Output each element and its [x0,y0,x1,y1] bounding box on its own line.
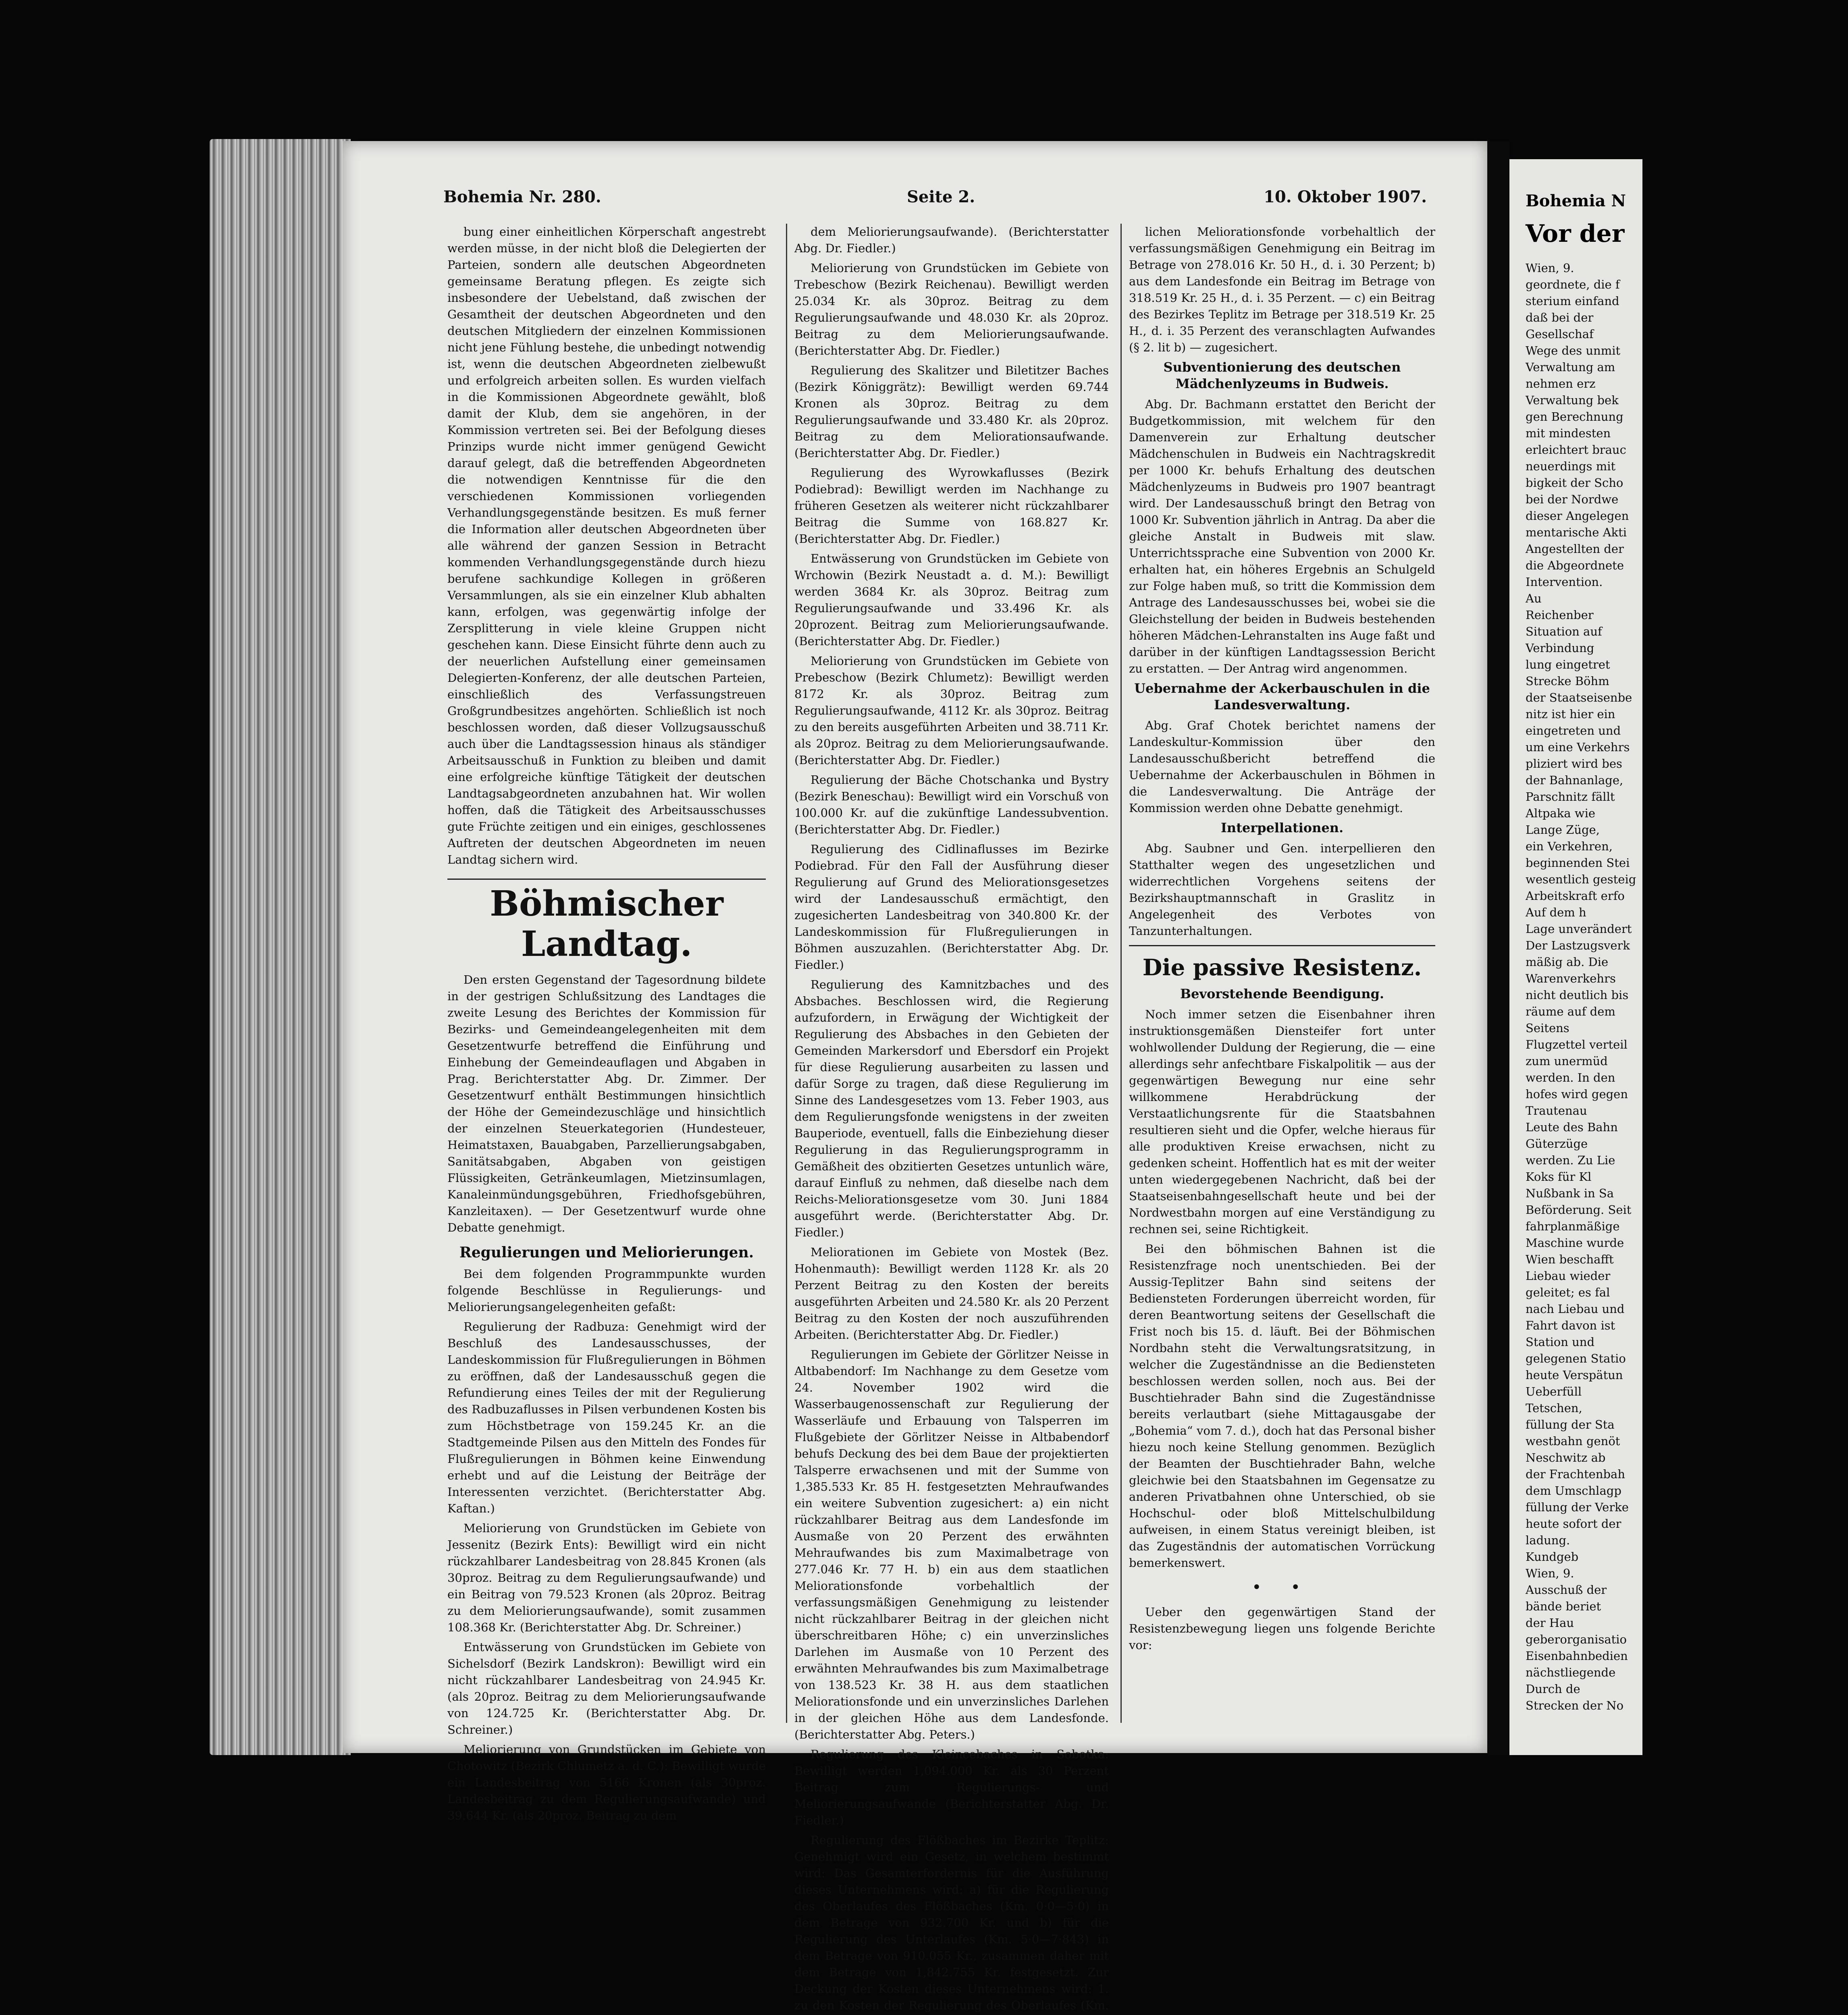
next-page-line: Wege des unmit [1526,344,1621,357]
next-page-line: füllung der Verke [1526,1500,1629,1514]
next-page-line: bigkeit der Scho [1526,476,1623,490]
next-page-line: Fahrt davon ist [1526,1319,1615,1332]
next-page-line: Auf dem h [1526,906,1586,919]
interpellationen-paragraph: Abg. Saubner und Gen. interpellieren den Statthalter wegen des ungesetzlichen und widerrechtlichen Vorgehens seitens der Bezirkshauptmannschaft in Graslitz in Angelegenheit des Verbotes von Tanzunterhaltungen. [1129,841,1435,938]
next-page-line: fahrplanmäßige [1526,1219,1620,1233]
header-date: 10. Oktober 1907. [1264,187,1427,206]
next-page-line: Station und [1526,1335,1595,1349]
next-page-line: die Abgeordnete [1526,559,1624,572]
regulierungen-heading: Regulierungen und Meliorierungen. [459,1244,754,1261]
next-page-line: Altpaka wie [1526,806,1596,820]
regulierung-item: Entwässerung von Grundstücken im Gebiete von Wrchowin (Bezirk Neustadt a. d. M.): Bewilligt werden 3684 Kr. als 30proz. Beitrag zum Regulierungsaufwande und 33.496 Kr. als 20prozent. Beitrag zum Meliorierungsaufwande. (Berichterstatter Abg. Dr. Fiedler.) [794,552,1109,648]
next-page-line: mäßig ab. Die [1526,955,1609,969]
next-page-line: neuerdings mit [1526,459,1616,473]
regulierung-item: Regulierung der Bäche Chotschanka und Bystry (Bezirk Beneschau): Bewilligt wird ein Vorschuß von 100.000 Kr. auf die zukünftige Landessubvention. (Berichterstatter Abg. Dr. Fiedler.) [794,773,1109,836]
regulierung-item: Regulierung des Wyrowkaflusses (Bezirk Podiebrad): Bewilligt werden im Nachhange zu früheren Gesetzen als weiterer nicht rückzahlbarer Beitrag die Summe von 168.827 Kr. (Berichterstatter Abg. Dr. Fiedler.) [794,466,1109,546]
resistenz-paragraph: Noch immer setzen die Eisenbahner ihren instruktionsgemäßen Diensteifer fort unter wohlwollender Duldung der Regierung, die — eine allerdings sehr anfechtbare Fiskalpolitik — aus der gegenwärtigen Bewegung nur eine sehr willkommene Herabdrückung der Verstaatlichungsrente für die Staatsbahnen resultieren sieht und die Opfer, welche hieraus für alle produktiven Kreise erwachsen, nicht zu gedenken scheint. Hoffentlich hat es mit der weiter unten wiedergegebenen Nachricht, daß bei der Staatseisenbahngesellschaft heute und bei der Nordwestbahn morgen auf eine Verständigung zu rechnen sei, seine Richtigkeit. [1129,1008,1435,1236]
next-page-line: der Frachtenbah [1526,1467,1626,1481]
ackerbau-heading: Uebernahme der Ackerbauschulen in die Landesverwaltung. [1134,681,1430,713]
section-dots: • • [1252,1578,1312,1597]
next-page-line: wesentlich gesteig [1526,872,1636,886]
next-page-line: gelegenen Statio [1526,1352,1626,1365]
next-page-line: dem Umschlagp [1526,1484,1621,1498]
next-page-fragment [1509,159,1642,1755]
next-page-line: Flugzettel verteil [1526,1038,1628,1051]
next-page-line: Intervention. [1526,575,1603,589]
next-page-line: sterium einfand [1526,294,1619,308]
regulierung-item: Meliorierung von Grundstücken im Gebiete von Chotowitz (Bezirk Chlumetz a. d. C.): Bewilligt wurde ein Landesbeitrag von 5166 Kronen (als 30proz. Landesbeitrag zu dem Regulierungsaufwande) und 39.644 Kr. (als 20proz. Beitrag zu dem [447,1743,766,1822]
next-page-line: nitz ist hier ein [1526,707,1615,721]
resistenz-subheading: Bevorstehende Beendigung. [1180,986,1384,1001]
next-page-line: Neschwitz ab [1526,1451,1606,1465]
next-page-line: Wien beschafft [1526,1253,1614,1266]
next-page-line: bände beriet [1526,1600,1601,1613]
landtag-paragraph: Den ersten Gegenstand der Tagesordnung bildete in der gestrigen Schlußsitzung des Landtages die zweite Lesung des Berichtes der Kommission für Bezirks- und Gemeindeangelegenheiten mit dem Gesetzentwurfe betreffend die Einführung und Einhebung der Gemeindeauflagen und Abgaben in Prag. Berichterstatter Abg. Dr. Zimmer. Der Gesetzentwurf enthält Bestimmungen hinsichtlich der Höhe der Gemeindezuschläge und hinsichtlich der einzelnen Steuerkategorien (Hundesteuer, Heimatstaxen, Bauabgaben, Parzellierungsabgaben, Sanitätsabgaben, Abgaben von geistigen Flüssigkeiten, Getränkeumlagen, Mietzinsumlagen, Kanaleinmündungsgebühren, Friedhofsgebühren, Kanzleitaxen). — Der Gesetzentwurf wurde ohne Debatte genehmigt. [447,973,766,1234]
resistenz-paragraph: Bei den böhmischen Bahnen ist die Resistenzfrage noch unentschieden. Bei der Aussig-Teplitzer Bahn sind seitens der Bediensteten Forderungen überreicht worden, für deren Beantwortung seitens der Gesellschaft die Frist noch bis 15. d. läuft. Bei der Böhmischen Nordbahn steht die Verwaltungsratsitzung, in welcher die Zugeständnisse an die Bediensteten beschlossen werden sollen, noch aus. Bei der Buschtiehrader Bahn sind die Zugeständnisse bereits verlautbart (siehe Mittagausgabe der „Bohemia“ vom 7. d.), doch hat das Personal bisher hiezu noch keine Stellung genommen. Bezüglich der Beamten der Buschtiehrader Bahn, welche gleichwie bei den Staatsbahnen im Gegensatze zu anderen Privatbahnen ohne Unterschied, ob sie Hochschul- oder bloß Mittelschulbildung aufweisen, in einem Status vereinigt bleiben, ist das Zugeständnis der automatischen Vorrückung bemerkenswert. [1129,1242,1435,1570]
regulierung-item: Regulierung der Radbuza: Genehmigt wird der Beschluß des Landesausschusses, der Landeskommission für Flußregulierungen in Böhmen zu eröffnen, daß der Landesausschuß gegen die Refundierung eines Teiles der mit der Regulierung des Radbuzaflusses in Pilsen verbundenen Kosten bis zum Höchstbetrage von 159.245 Kr. an die Stadtgemeinde Pilsen aus den Mitteln des Fondes für Flußregulierungen in Böhmen keine Einwendung erhebt und auf die Leistung der Beiträge der Interessenten verzichtet. (Berichterstatter Abg. Kaftan.) [447,1320,766,1515]
next-page-line: beginnenden Stei [1526,856,1630,870]
next-page-line: Ausschuß der [1526,1583,1607,1597]
next-page-line: Strecken der No [1526,1699,1624,1712]
next-page-line: Maschine wurde [1526,1236,1624,1250]
page-header [443,187,1427,216]
regulierung-item: Meliorierung von Grundstücken im Gebiete von Trebeschow (Bezirk Reichenau). Bewilligt werden 25.034 Kr. als 30proz. Beitrag zu dem Regulierungsaufwande und 48.030 Kr. als 20proz. Beitrag zu dem Meliorierungsaufwande. (Berichterstatter Abg. Dr. Fiedler.) [794,261,1109,357]
next-page-header: Bohemia N [1526,191,1626,210]
next-page-line: füllung der Sta [1526,1418,1615,1431]
book-page-edges [210,139,351,1755]
next-page-line: lung eingetret [1526,658,1610,671]
next-page-line: Gesellschaf [1526,327,1594,341]
next-page-line: Der Lastzugsverk [1526,939,1630,952]
next-page-lines [1526,260,1848,1714]
next-page-line: Situation auf [1526,625,1602,638]
next-page-line: Verwaltung am [1526,360,1615,374]
next-page-line: geleitet; es fal [1526,1286,1610,1299]
next-page-line: dieser Angelegen [1526,509,1629,523]
book-gutter [1487,141,1509,1755]
regulierung-item: lichen Meliorationsfonde vorbehaltlich der verfassungsmäßigen Genehmigung ein Beitrag im Betrage von 278.016 Kr. 50 H., d. i. 30 Perzent; b) aus dem Landesfonde ein Beitrag im Betrage von 318.519 Kr. 25 H., d. i. 35 Perzent. — c) ein Beitrag des Bezirkes Teplitz im Betrage per 318.519 Kr. 25 H., d. i. 35 Perzent des veranschlagten Aufwandes (§ 2. lit b) — zugesichert. [1129,225,1435,354]
column-3 [1120,224,1435,1723]
next-page-line: Lange Züge, [1526,823,1600,837]
next-page-line: gen Berechnung [1526,410,1623,424]
regulierung-item: Regulierung des Cidlinaflusses im Bezirke Podiebrad. Für den Fall der Ausführung dieser Regulierung auf Grund des Meliorationsgesetzes wird der Landesausschuß ermächtigt, den zugesicherten Landesbeitrag von 340.800 Kr. der Landeskommission für Flußregulierungen in Böhmen auszuzahlen. (Berichterstatter Abg. Dr. Fiedler.) [794,842,1109,972]
next-page-line: heute sofort der [1526,1517,1621,1531]
next-page-line: ladung. [1526,1533,1570,1547]
next-page-line: Angestellten der [1526,542,1624,556]
next-page-line: Warenverkehrs [1526,972,1616,985]
next-page-line: werden. In den [1526,1071,1615,1084]
regulierung-item: Entwässerung von Grundstücken im Gebiete von Sichelsdorf (Bezirk Landskron): Bewilligt wird ein nicht rückzahlbarer Landesbeitrag von 24.945 Kr. (als 20proz. Beitrag zu dem Meliorierungsaufwande von 124.725 Kr. (Berichterstatter Abg. Dr. Schreiner.) [447,1640,766,1737]
next-page-line: pliziert wird bes [1526,757,1622,771]
next-page-line: Kundgeb [1526,1550,1579,1564]
regulierung-item: Meliorierung von Grundstücken im Gebiete von Prebeschow (Bezirk Chlumetz): Bewilligt werden 8172 Kr. als 30proz. Beitrag zum Regulierungsaufwande, 4112 Kr. als 30proz. Beitrag zu den bereits ausgeführten Arbeiten und 38.711 Kr. als 20proz. Beitrag zu dem Meliorierungsaufwande. (Berichterstatter Abg. Dr. Fiedler.) [794,654,1109,767]
next-page-line: Au [1526,592,1542,605]
resistenz-paragraph: Ueber den gegenwärtigen Stand der Resistenzbewegung liegen uns folgende Berichte vor: [1129,1605,1435,1652]
next-page-line: Verbindung [1526,641,1594,655]
section-divider [1129,945,1435,946]
resistenz-headline: Die passive Resistenz. [1142,954,1422,981]
next-page-line: westbahn genöt [1526,1434,1620,1448]
next-page-line: daß bei der [1526,311,1594,324]
next-page-line: der Staatseisenbe [1526,691,1632,704]
regulierung-item: Meliorationen im Gebiete von Mostek (Bez. Hohenmauth): Bewilligt werden 1128 Kr. als 20 Perzent Beitrag zu den Kosten der bereits ausgeführten Arbeiten und 24.580 Kr. als 20 Perzent Beitrag zu den Kosten der noch auszuführenden Arbeiten. (Berichterstatter Abg. Dr. Fiedler.) [794,1245,1109,1342]
ackerbau-paragraph: Abg. Graf Chotek berichtet namens der Landeskultur-Kommission über den Landesausschußbericht betreffend die Uebernahme der Ackerbauschulen in Böhmen in die Landesverwaltung. Die Anträge der Kommission werden ohne Debatte genehmigt. [1129,719,1435,815]
next-page-line: um eine Verkehrs [1526,740,1630,754]
next-page-line: Nußbank in Sa [1526,1186,1614,1200]
next-page-line: eingetreten und [1526,724,1621,737]
next-page-line: Durch de [1526,1682,1580,1696]
next-page-line: heute Verspätun [1526,1368,1623,1382]
next-page-line: mentarische Akti [1526,526,1627,539]
next-page-line: mit mindesten [1526,426,1611,440]
next-page-line: nach Liebau und [1526,1302,1625,1316]
newspaper-page [343,141,1487,2012]
next-page-title: Vor der [1526,220,1625,248]
interpellationen-heading: Interpellationen. [1220,820,1344,835]
next-page-line: nächstliegende [1526,1666,1616,1679]
next-page-line: ein Verkehren, [1526,839,1613,853]
regulierungen-intro: Bei dem folgenden Programmpunkte wurden folgende Beschlüsse in Regulierungs- und Meliorierungsangelegenheiten gefaßt: [447,1267,766,1314]
next-page-line: der Hau [1526,1616,1574,1630]
next-page-line: Beförderung. Seit [1526,1203,1632,1217]
next-page-line: Eisenbahnbedien [1526,1649,1628,1663]
subvention-paragraph: Abg. Dr. Bachmann erstattet den Bericht der Budgetkommission, mit welchem für den Damenverein zur Erhaltung deutscher Mädchenschulen in Budweis ein Nachtragskredit per 1000 Kr. behufs Erhaltung des deutschen Mädchenlyzeums in Budweis pro 1907 beantragt wird. Der Landesausschuß bringt den Betrag von 1000 Kr. Subvention jährlich in Antrag. Da aber die gleiche Anstalt in Budweis mit slaw. Unterrichtssprache eine Subvention von 2000 Kr. erhalten hat, ein höheres Ergebnis an Schulgeld zur Folge haben muß, so tritt die Kommission dem Antrage des Landesausschusses bei, wobei sie die Gleichstellung der beiden in Budweis bestehenden höheren Mädchen-Lehranstalten ins Auge faßt und darüber in der künftigen Landtagssession Bericht zu erstatten. — Der Antrag wird angenommen. [1129,397,1435,675]
regulierung-item: Regulierung des Flößbaches im Bezirke Teplitz: Genehmigt wird ein Gesetz, in welchem bestimmt wird: Das Gesamterfordernis für die Ausführung dieses Unternehmens wird: a) für die Regulierung des Oberlaufes des Flößbaches (Km. 0·0—5·0) in dem Betrage von 932.700 Kr. und b) für die Regulierung des Unterlaufes (Km. 5·0—7·843) in dem Betrage von 910.055 Kr., zusammen daher mit dem Betrage von 1,842.755 Kr. festgesetzt. Zur Deckung der Kosten dieses Unternehmens wird: 1. zu den Kosten der Regulierung des Oberlaufes (Km. [794,1833,1109,2012]
regulierung-item: Regulierung des Skalitzer und Biletitzer Baches (Bezirk Königgrätz): Bewilligt werden 69.744 Kronen als 30proz. Beitrag zu dem Regulierungsaufwande und 33.480 Kr. als 20proz. Beitrag zu dem Meliorationsaufwande. (Berichterstatter Abg. Dr. Fiedler.) [794,364,1109,460]
subvention-heading: Subventionierung des deutschen Mädchenlyzeums in Budweis. [1163,359,1401,391]
next-page-line: geordnete, die f [1526,278,1620,291]
landtag-headline: Böhmischer Landtag. [447,879,766,964]
next-page-line: zum unermüd [1526,1054,1608,1068]
next-page-line: Arbeitskraft erfo [1526,889,1625,903]
column-2 [786,224,1109,2012]
next-page-line: Strecke Böhm [1526,674,1609,688]
regulierung-item: Regulierungen im Gebiete der Görlitzer Neisse in Altbabendorf: Im Nachhange zu dem Gesetze vom 24. November 1902 wird die Wasserbaugenossenschaft zur Regulierung der Wasserläufe und Erbauung von Talsperren im Flußgebiete der Görlitzer Neisse in Altbabendorf behufs Deckung des bei dem Baue der projektierten Talsperre erwachsenen und mit der Summe von 1,385.533 Kr. 85 H. festgesetzten Mehraufwandes ein weitere Subvention zugesichert: a) ein nicht rückzahlbarer Beitrag aus dem Landesfonde im Ausmaße von 20 Perzent des erwähnten Mehraufwandes bis zum Maximalbetrage von 277.046 Kr. 77 H. b) ein aus dem staatlichen Meliorationsfonde vorbehaltlich der verfassungsmäßigen Genehmigung zu leistender nicht rückzahlbarer Beitrag in der gleichen nicht überschreitbaren Höhe; c) ein unverzinsliches Darlehen im Ausmaße von 10 Perzent des erwähnten Mehraufwandes bis zum Maximalbetrage von 138.523 Kr. 38 H. aus dem staatlichen Meliorationsfonde und ein unverzinsliches Darlehen in der gleichen Höhe aus dem Landesfonde. (Berichterstatter Abg. Peters.) [794,1348,1109,1741]
next-page-line: geberorganisatio [1526,1633,1627,1646]
next-page-line: Leute des Bahn [1526,1120,1618,1134]
next-page-line: Koks für Kl [1526,1170,1592,1184]
regulierung-item: Meliorierung von Grundstücken im Gebiete von Jessenitz (Bezirk Ents): Bewilligt wird ein nicht rückzahlbarer Landesbeitrag von 28.845 Kronen (als 30proz. Beitrag zu dem Regulierungsaufwande) und ein Beitrag von 79.523 Kronen (als 20proz. Beitrag zu dem Meliorierungsaufwande), somit zusammen 108.368 Kr. (Berichterstatter Abg. Dr. Schreiner.) [447,1521,766,1634]
next-page-line: Trautenau [1526,1104,1587,1118]
regulierung-item: dem Meliorierungsaufwande). (Berichterstatter Abg. Dr. Fiedler.) [794,225,1109,255]
next-page-line: nicht deutlich bis [1526,988,1629,1002]
regulierung-item: Regulierung des Kamnitzbaches und des Absbaches. Beschlossen wird, die Regierung aufzufordern, in Erwägung der Wichtigkeit der Regulierung des Absbaches in den Gebieten der Gemeinden Markersdorf und Ebersdorf ein Projekt für diese Regulierung ausarbeiten zu lassen und dafür Sorge zu tragen, daß diese Regulierung im Sinne des Landesgesetzes vom 13. Feber 1903, aus dem Regulierungsfonde wenigstens in der zweiten Bauperiode, eventuell, falls die Einbeziehung dieser Regulierung in das Regulierungsprogramm in Gemäßheit des obzitierten Gesetzes untunlich wäre, darauf Einfluß zu nehmen, daß dieselbe nach dem Reichs-Meliorationsgesetze vom 30. Juni 1884 ausgeführt werde. (Berichterstatter Abg. Dr. Fiedler.) [794,978,1109,1239]
next-page-line: hofes wird gegen [1526,1087,1628,1101]
next-page-line: Wien, 9. [1526,261,1574,275]
article-continuation: bung einer einheitlichen Körperschaft angestrebt werden müsse, in der nicht bloß die Delegierten der Parteien, sondern alle deutschen Abgeordneten gemeinsame Beratung pflegen. Es zeigte sich insbesondere der Uebelstand, daß zwischen der Gesamtheit der deutschen Abgeordneten und den deutschen Mitgliedern der einzelnen Kommissionen nicht jene Fühlung bestehe, die unbedingt notwendig ist, wenn die deutschen Abgeordneten zielbewußt und erfolgreich arbeiten sollen. Es wurden vielfach in die Kommissionen Abgeordnete gewählt, bloß damit der Klub, dem sie angehören, in der Kommission vertreten sei. Bei der Befolgung dieses Prinzips wurde nicht immer genügend Gewicht darauf gelegt, daß die betreffenden Abgeordneten die notwendigen Kenntnisse für die den verschiedenen Kommissionen vorliegenden Verhandlungsgegenstände besitzen. Es muß ferner die Information aller deutschen Abgeordneten über alle während der ganzen Session in Betracht kommenden Verhandlungsgegenstände durch hiezu berufene sachkundige Kollegen in größeren Versammlungen, als sie ein einzelner Klub abhalten kann, erfolgen, was gegenwärtig infolge der Zersplitterung in viele kleine Gruppen nicht geschehen kann. Diese Einsicht führte denn auch zu der neuerlichen Aufstellung einer gemeinsamen Delegierten-Konferenz, der alle deutschen Parteien, einschließlich des Verfassungstreuen Großgrundbesitzes angehörten. Schließlich ist noch beschlossen worden, daß dieser Vollzugsausschuß auch über die Landtagssession hinaus als ständiger Arbeitsausschuß in Funktion zu bleiben und damit eine erfolgreiche künftige Tätigkeit der deutschen Landtagsabgeordneten anzubahnen hat. Wir wollen hoffen, daß die Tätigkeit des Arbeitsausschusses gute Früchte zeitigen und ein einiges, geschlossenes Auftreten der deutschen Abgeordneten im neuen Landtag sichern wird. [447,225,766,866]
regulierung-item: Regulierung des Kleincebaches in Sobotka: Bewilligt werden 1,094.000 Kr. als 30 Perzent Beitrag zum Regulierungs- und Meliorierungsaufwande (Berichterstatter Abg. Dr. Fiedler.) [794,1747,1109,1827]
next-page-line: Lage unverändert [1526,922,1632,936]
header-page-number: Seite 2. [907,187,975,206]
next-page-line: nehmen erz [1526,377,1596,391]
next-page-line: Parschnitz fällt [1526,790,1615,804]
next-page-line: Reichenber [1526,608,1594,622]
next-page-line: werden. Zu Lie [1526,1153,1615,1167]
next-page-line: Liebau wieder [1526,1269,1611,1283]
header-paper-name: Bohemia Nr. 280. [443,187,601,206]
next-page-line: Ueberfüll [1526,1385,1582,1398]
next-page-line: bei der Nordwe [1526,492,1619,506]
next-page-line: Seitens [1526,1021,1569,1035]
next-page-line: der Bahnanlage, [1526,773,1623,787]
next-page-line: Wien, 9. [1526,1566,1574,1580]
next-page-line: Güterzüge [1526,1137,1588,1151]
next-page-line: Tetschen, [1526,1401,1582,1415]
next-page-line: erleichtert brauc [1526,443,1626,457]
column-1 [447,224,766,1822]
next-page-line: räume auf dem [1526,1005,1615,1018]
next-page-line: Verwaltung bek [1526,393,1619,407]
